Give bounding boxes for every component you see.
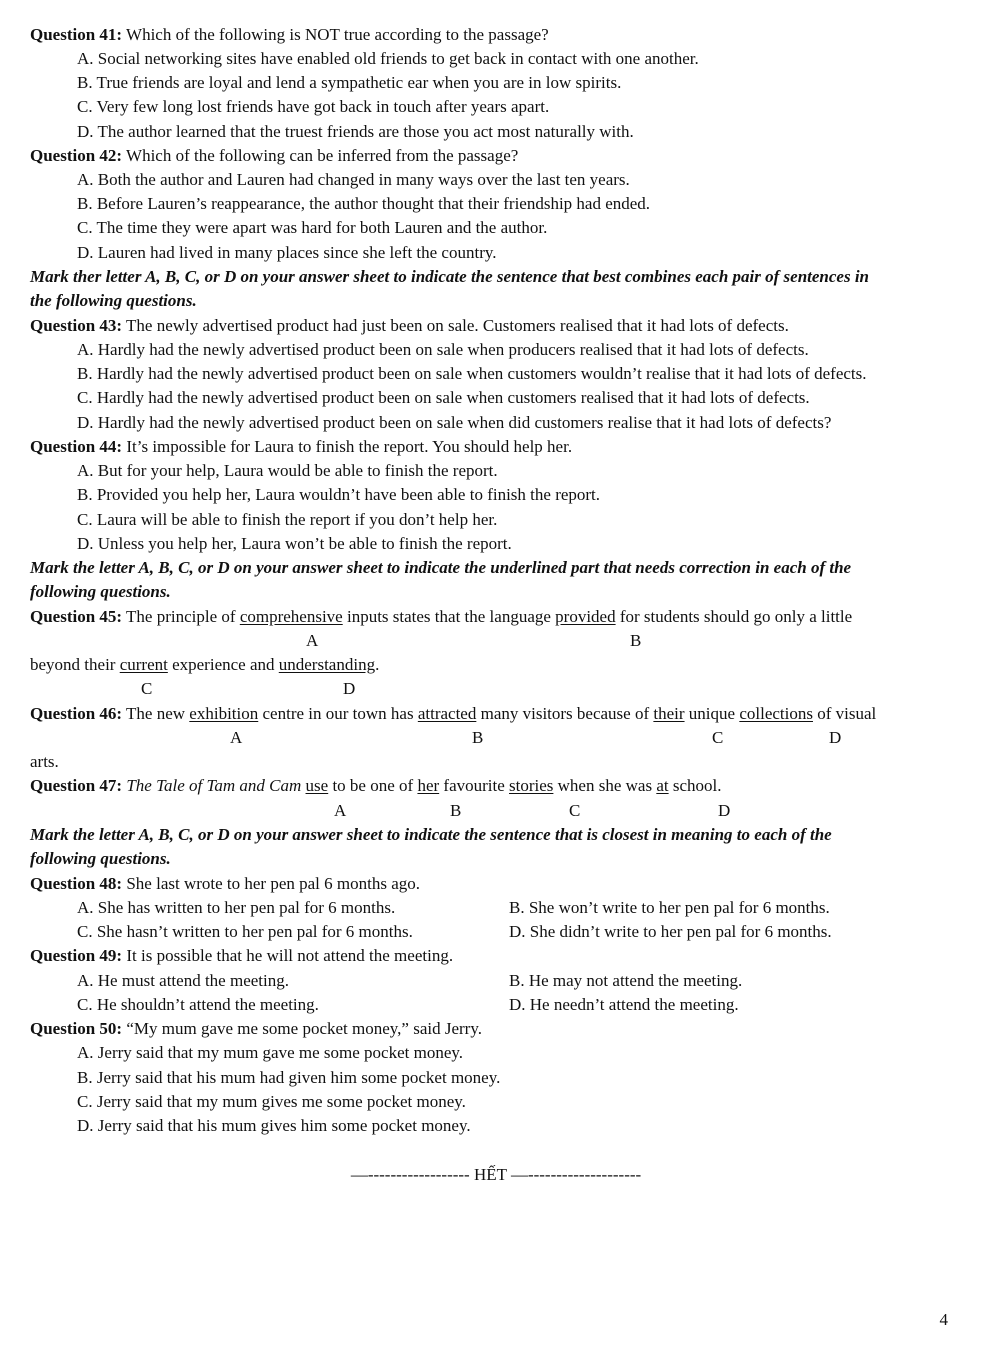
option-49-b: B. He may not attend the meeting.: [509, 971, 743, 990]
question-43: [30, 314, 789, 338]
option-48-a: A. She has written to her pen pal for 6 months.: [77, 898, 396, 917]
letter-d: D: [829, 728, 842, 747]
letter-a: A: [230, 728, 243, 747]
option-44-c: C. Laura will be able to finish the report if you don’t help her.: [77, 510, 498, 529]
question-49: [30, 944, 453, 968]
question-stem: She last wrote to her pen pal 6 months ago.: [122, 874, 421, 893]
question-48: [30, 872, 420, 896]
question-number: Question 49:: [30, 946, 123, 965]
underlined-part-b: attracted: [417, 704, 477, 723]
letter-d: D: [343, 679, 356, 698]
instruction-closest-line1: Mark the letter A, B, C, or D on your answer sheet to indicate the sentence that is closest in meaning to each of the: [30, 825, 832, 844]
question-47: Question 47: The Tale of Tam and Cam use to be one of her favourite stories when she was at school.: [30, 776, 722, 795]
option-48-d: D. She didn’t write to her pen pal for 6 months.: [509, 922, 832, 941]
instruction-combine-line2: the following questions.: [30, 291, 197, 310]
option-41-b: B. True friends are loyal and lend a sympathetic ear when you are in low spirits.: [77, 73, 622, 92]
letter-b: B: [630, 631, 642, 650]
underlined-part-b: her: [417, 776, 440, 795]
letter-c: C: [141, 679, 153, 698]
underlined-part-b: provided: [555, 607, 616, 626]
question-45-continued: beyond their current experience and understanding.: [30, 655, 380, 674]
option-43-c: C. Hardly had the newly advertised product been on sale when customers realised that it had lots of defects.: [77, 388, 810, 407]
instruction-correction-line2: following questions.: [30, 582, 171, 601]
question-46: Question 46: The new exhibition centre in our town has attracted many visitors because of their unique collections of visual: [30, 704, 877, 723]
instruction-combine-line1: Mark ther letter A, B, C, or D on your answer sheet to indicate the sentence that best combines each pair of sentences in: [30, 267, 870, 286]
letter-c: C: [569, 801, 581, 820]
option-42-a: A. Both the author and Lauren had changed in many ways over the last ten years.: [77, 170, 630, 189]
underlined-part-c: current: [119, 655, 168, 674]
question-number: Question 41:: [30, 25, 123, 44]
letter-c: C: [712, 728, 724, 747]
question-number: Question 44:: [30, 437, 123, 456]
option-50-d: D. Jerry said that his mum gives him some pocket money.: [77, 1116, 471, 1135]
option-43-b: B. Hardly had the newly advertised product been on sale when customers wouldn’t realise that it had lots of defects.: [77, 364, 867, 383]
end-marker: —------------------ HẾT —--------------------: [350, 1165, 642, 1184]
question-number: Question 47:: [30, 776, 123, 795]
story-title: The Tale of Tam and Cam: [126, 776, 302, 795]
underlined-part-d: at: [656, 776, 669, 795]
question-number: Question 48:: [30, 874, 123, 893]
question-stem: “My mum gave me some pocket money,” said Jerry.: [122, 1019, 482, 1038]
question-number: Question 46:: [30, 704, 123, 723]
underlined-part-d: understanding: [278, 655, 376, 674]
option-48-c: C. She hasn’t written to her pen pal for 6 months.: [77, 922, 413, 941]
option-50-b: B. Jerry said that his mum had given him some pocket money.: [77, 1068, 501, 1087]
option-49-a: A. He must attend the meeting.: [77, 971, 289, 990]
option-42-c: C. The time they were apart was hard for both Lauren and the author.: [77, 218, 548, 237]
option-48-b: B. She won’t write to her pen pal for 6 months.: [509, 898, 830, 917]
underlined-part-a: exhibition: [189, 704, 259, 723]
option-50-c: C. Jerry said that my mum gives me some pocket money.: [77, 1092, 466, 1111]
option-42-b: B. Before Lauren’s reappearance, the author thought that their friendship had ended.: [77, 194, 651, 213]
underlined-part-c: stories: [509, 776, 554, 795]
question-46-continued: arts.: [30, 752, 59, 771]
option-43-d: D. Hardly had the newly advertised product been on sale when did customers realise that it had lots of defects?: [77, 413, 832, 432]
question-stem: The newly advertised product had just been on sale. Customers realised that it had lots of defects.: [122, 316, 789, 335]
option-41-d: D. The author learned that the truest friends are those you act most naturally with.: [77, 122, 634, 141]
instruction-correction-line1: Mark the letter A, B, C, or D on your answer sheet to indicate the underlined part that needs correction in each of the: [30, 558, 852, 577]
question-stem: Which of the following is NOT true according to the passage?: [122, 25, 549, 44]
underlined-part-a: comprehensive: [239, 607, 343, 626]
option-44-b: B. Provided you help her, Laura wouldn’t have been able to finish the report.: [77, 485, 601, 504]
question-number: Question 50:: [30, 1019, 123, 1038]
question-42: [30, 144, 518, 168]
letter-a: A: [306, 631, 319, 650]
option-49-c: C. He shouldn’t attend the meeting.: [77, 995, 319, 1014]
option-41-a: A. Social networking sites have enabled old friends to get back in contact with one another.: [77, 49, 699, 68]
instruction-closest-line2: following questions.: [30, 849, 171, 868]
question-50: [30, 1017, 482, 1041]
underlined-part-a: use: [305, 776, 329, 795]
option-44-d: D. Unless you help her, Laura won’t be able to finish the report.: [77, 534, 512, 553]
option-41-c: C. Very few long lost friends have got back in touch after years apart.: [77, 97, 550, 116]
question-number: Question 45:: [30, 607, 123, 626]
page-number: 4: [939, 1310, 948, 1329]
question-stem: Which of the following can be inferred from the passage?: [122, 146, 519, 165]
question-stem: It is possible that he will not attend the meeting.: [122, 946, 454, 965]
question-number: Question 43:: [30, 316, 123, 335]
question-45: Question 45: The principle of comprehensive inputs states that the language provided for students should go only a little: [30, 607, 853, 626]
option-50-a: A. Jerry said that my mum gave me some pocket money.: [77, 1043, 464, 1062]
question-44: [30, 435, 572, 459]
option-43-a: A. Hardly had the newly advertised product been on sale when producers realised that it had lots of defects.: [77, 340, 809, 359]
option-42-d: D. Lauren had lived in many places since she left the country.: [77, 243, 497, 262]
option-49-d: D. He needn’t attend the meeting.: [509, 995, 739, 1014]
underlined-part-c: their: [653, 704, 685, 723]
letter-b: B: [472, 728, 484, 747]
option-44-a: A. But for your help, Laura would be able to finish the report.: [77, 461, 498, 480]
letter-b: B: [450, 801, 462, 820]
question-stem: It’s impossible for Laura to finish the report. You should help her.: [122, 437, 573, 456]
underlined-part-d: collections: [739, 704, 813, 723]
question-number: Question 42:: [30, 146, 123, 165]
letter-d: D: [718, 801, 731, 820]
letter-a: A: [334, 801, 347, 820]
question-41: [30, 23, 549, 47]
